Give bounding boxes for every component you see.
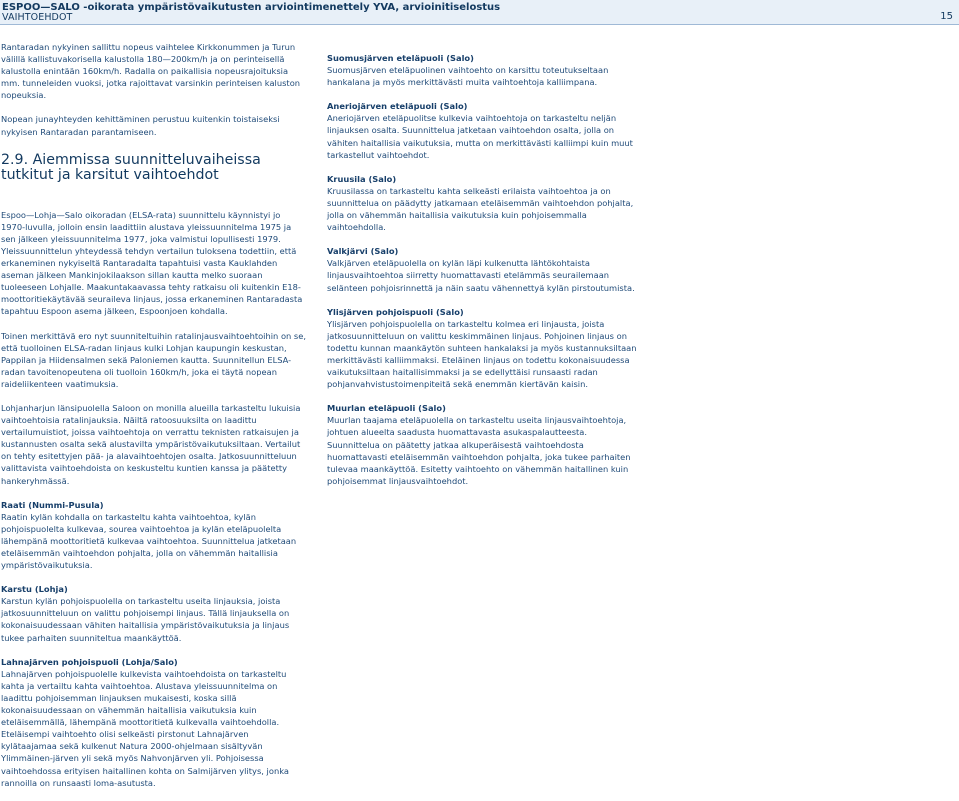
paragraph: Rantaradan nykyinen sallittu nopeus vaihtelee Kirkkonummen ja Turun välillä kallistuvakorisella kalustolla 180—200km/h ja on perinteisellä kalustolla enintään 160km/h. Radalla on paikallisia nopeusrajoituksia mm. tunneleiden vuoksi, jotka rajoittavat varsinkin perinteisen kaluston nopeuksia. xyxy=(1,42,301,101)
paragraph: Lahnajärven pohjoispuolelle kulkevista vaihtoehdoista on tarkasteltu kahta ja vertailtu kahta vaihtoehtoa. Alustava yleissuunnitelma on laadittu pohjoisemman linjauksen mukaisesti, koska sillä kokonaisuudessaan on vähemmän haitallisia vaikutuksia kuin eteläisemmällä, lähempänä moottoritietä kulkevalla vaihtoehdolla. Eteläisempi vaihtoehto olisi selkeästi pirstonut Lahnajärven kylätaajamaa sekä kulkenut Natura 2000-ohjelmaan sisältyvän Ylimmäinen-järven yli sekä myös Nahvonjärven yli. Pohjoisessa vaihtoehdossa erityisen haitallinen kohta on Salmijärven ylitys, jonka rannoilla on runsaasti loma-asutusta. xyxy=(1,668,289,788)
paragraph: Lohjanharjun länsipuolella Saloon on monilla alueilla tarkasteltu lukuisia vaihtoehtoisia ratalinjauksia. Näiltä ratoosuuksilta on laadittu vertailumuistiot, joissa vaihtoehtoja on verrattu teknisten ratkaisujen ja kustannusten osalta sekä alustavilta ympäristövaikutuksiltaan. Vertailut on tehty esitettyjen pää- ja alavaihtoehtojen osalta. Jatkosuunnitteluun valittavista vaihtoehdoista on keskusteltu kuntien kanssa ja päätetty hankeryhmässä. xyxy=(1,402,301,486)
right-column xyxy=(327,52,637,499)
paragraph: Aneriojärven eteläpuolitse kulkevia vaihtoehtoja on tarkasteltu neljän linjauksen osalta. Suunnittelua jatketaan vaihtoehdon osalta, jolla on vähiten haitallisia vaikutuksia, mutta on merkittävästi kalliimpi kuin muut tarkastellut vaihtoehdot. xyxy=(327,113,633,160)
subheading-kruusila: Kruusila (Salo) xyxy=(327,173,397,184)
document-title: ESPOO—SALO -oikorata ympäristövaikutusten arviointimenettely YVA, arvioinitiselostus xyxy=(2,2,501,13)
paragraph: Espoo—Lohja—Salo oikoradan (ELSA-rata) suunnittelu käynnistyi jo 1970-luvulla, jolloin ensin laadittiin alustava yleissuunnitelma 1975 ja sen jälkeen yleissuunnitelma 1977, joka valmistui lopullisesti 1979. Yleissuunnittelun yhteydessä tehdyn vertailun tuloksena todettiin, että erkaneminen nykyiseltä Rantaradalta tapahtuisi vasta Kauklahden aseman jälkeen Mankinjokilaakson sillan kautta melko suoraan tuoleeseen Lohjalle. Maakuntakaavassa tehty ratkaisu oli kuitenkin E18-moottoritiekäytävää seuraileva linjaus, jossa erkaneminen Rantaradasta tapahtuu Espoon asema jälkeen, Espoonjoen kohdalla. xyxy=(1,209,303,317)
subheading-suomusjarvi: Suomusjärven eteläpuoli (Salo) xyxy=(327,53,474,63)
page-header xyxy=(0,0,959,25)
paragraph: Toinen merkittävä ero nyt suunniteltuihin ratalinjausvaihtoehtoihin on se, että tuolloinen ELSA-radan linjaus kulki Lohjan kaupungin keskustan, Pappilan ja Hiidensalmen sekä Paloniemen kautta. Suunnitellun ELSA-radan tavoitenopeutena oli tuolloin 160km/h, joka ei täytä nopean raideliikenteen vaatimuksia. xyxy=(1,330,306,389)
paragraph: Karstun kylän pohjoispuolella on tarkasteltu useita linjauksia, joista jatkosuunnitteluun on valittu pohjoisempi linjaus. Tällä linjauksella on kokonaisuudessaan vähiten haitallisia ympäristövaikutuksia ja linjaus tukee parhaiten suunniteltua maankäyttöä. xyxy=(1,596,290,643)
paragraph: Valkjärven eteläpuolella on kylän läpi kulkenutta lähtökohtaista linjausvaihtoehtoa siirretty huomattavasti etelämmäs seurailemaan selänteen pohjoisrinnettä ja näin saatu vähennettyä kylän pirstoutumista. xyxy=(327,258,635,293)
chapter-title: VAIHTOEHDOT xyxy=(2,12,73,23)
paragraph: Kruusilassa on tarkasteltu kahta selkeästi erilaista vaihtoehtoa ja on suunnittelua on päädytty jatkamaan eteläisemmän vaihtoehdon pohjalta, jolla on vähemmän haitallisia vaikutuksia kuin pohjoisemmalla vaihtoehdolla. xyxy=(327,185,634,233)
subheading-ylisjarvi: Ylisjärven pohjoispuoli (Salo) xyxy=(327,306,464,317)
subheading-raati: Raati (Nummi-Pusula) xyxy=(1,499,104,510)
paragraph: Muurlan taajama eteläpuolella on tarkasteltu useita linjausvaihtoehtoja, johtuen alueelta saadusta huomattavasta asukaspalautteesta. Suunnittelua on päätetty jatkaa alkuperäisestä vaihtoehdosta huomattavasti eteläisemmän vaihtoehdon pohjalta, joka tukee parhaiten tulevaa maankäyttöä. Esitetty vaihtoehto on vähemmän haitallinen kuin pohjoisemmat linjausvaihtoehdot. xyxy=(327,415,631,486)
paragraph: Raatin kylän kohdalla on tarkasteltu kahta vaihtoehtoa, kylän pohjoispuolelta kulkevaa, sourea vaihtoehtoa ja kylän eteläpuolelta lähempänä moottoritietä kulkevaa vaihtoehtoa. Suunnittelua jatketaan eteläisemmän vaihtoehdon pohjalta, jolla on vähemmän haitallisia ympäristövaikutuksia. xyxy=(1,511,297,571)
page-number: 15 xyxy=(940,11,953,22)
subheading-lahnajarvi: Lahnajärven pohjoispuoli (Lohja/Salo) xyxy=(1,656,178,667)
paragraph: Ylisjärven pohjoispuolella on tarkasteltu kolmea eri linjausta, joista jatkosuunnitteluun on valittu keskimmäinen linjaus. Pohjoinen linjaus on todettu kunnan maankäytön suhteen hankalaksi ja myös kustannuksiltaan merkittävästi kalliimmaksi. Eteläinen linjaus on todettu kokonaisuudessa vaikutuksiltaan haitallisimmaksi ja se edellyttäisi runsaasti radan pohjanvahvistustoimenpiteitä sekä enemmän kiertävän kaisin. xyxy=(327,318,637,390)
subheading-karstu: Karstu (Lohja) xyxy=(1,584,68,595)
left-column xyxy=(1,41,307,801)
subheading-aneriojarvi: Aneriojärven eteläpuoli (Salo) xyxy=(327,101,468,112)
paragraph: Suomusjärven eteläpuolinen vaihtoehto on karsittu toteutukseltaan hankalana ja myös merkittävästi muita vaihtoehtoja kalliimpana. xyxy=(327,65,609,88)
subheading-valkjarvi: Valkjärvi (Salo) xyxy=(327,246,399,257)
subheading-muurla: Muurlan eteläpuoli (Salo) xyxy=(327,403,446,414)
section-heading: 2.9. Aiemmissa suunnitteluvaiheissa tutkitut ja karsitut vaihtoehdot xyxy=(1,151,261,183)
paragraph: Nopean junayhteyden kehittäminen perustuu kuitenkin toistaiseksi nykyisen Rantaradan parantamiseen. xyxy=(1,114,280,137)
